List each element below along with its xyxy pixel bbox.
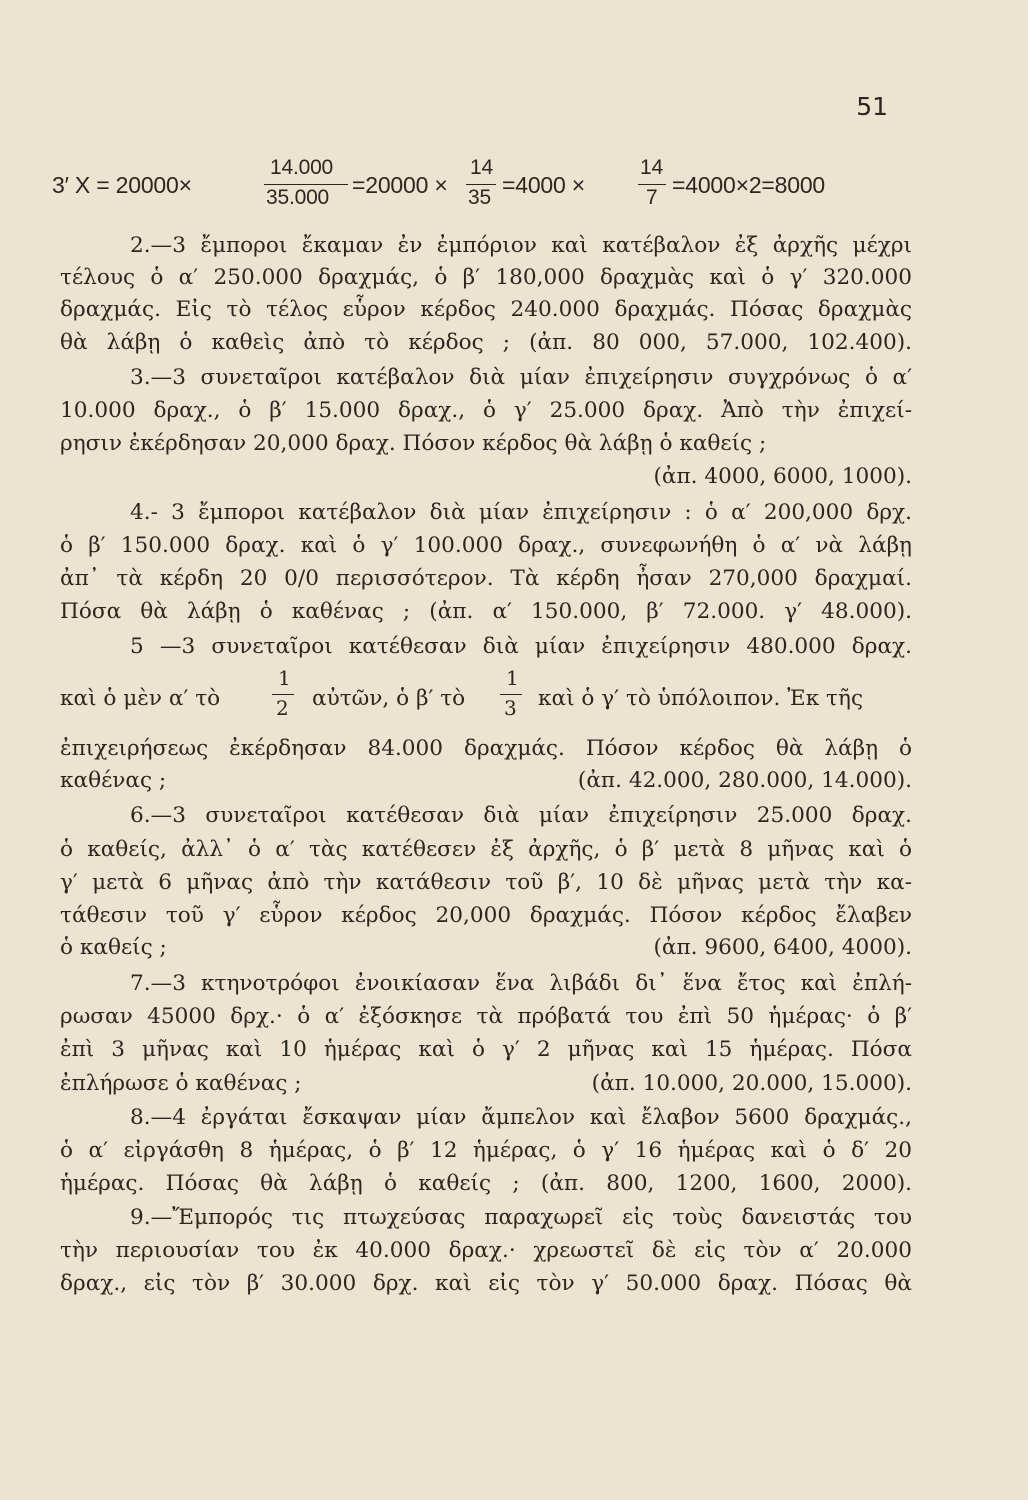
fraction-line-text1: καὶ ὁ μὲν α′ τὸ — [60, 686, 221, 711]
answer-text: (ἀπ. 42.000, 280.000, 14.000). — [577, 768, 912, 793]
page-number: 51 — [856, 92, 888, 121]
formula-mid2: =4000 × — [502, 172, 586, 198]
fraction-line-f1-num: 1 — [278, 666, 291, 690]
formula-frac1-num: 14.000 — [270, 156, 334, 179]
formula-suffix: =4000×2=8000 — [672, 172, 826, 198]
text-line: Πόσα θὰ λάβῃ ὁ καθένας ; (ἀπ. α′ 150.000, β′ 72.000. γ′ 48.000). — [60, 599, 912, 624]
answer-line — [60, 932, 912, 963]
answer-text: (ἀπ. 10.000, 20.000, 15.000). — [591, 1071, 912, 1096]
formula-frac3-den: 7 — [646, 186, 658, 209]
text-line: 2.—3 ἔμποροι ἔκαμαν ἐν ἐμπόριον καὶ κατέβαλον ἐξ ἀρχῆς μέχρι — [130, 233, 912, 258]
fraction-line-text2: αὐτῶν, ὁ β′ τὸ — [312, 686, 466, 711]
text-line: 8.—4 ἐργάται ἔσκαψαν μίαν ἄμπελον καὶ ἔλαβον 5600 δραχμάς., — [130, 1105, 912, 1130]
formula-frac3-bar — [638, 184, 666, 185]
text-line: ἐπιχειρήσεως ἐκέρδησαν 84.000 δραχμάς. Πόσον κέρδος θὰ λάβῃ ὁ — [60, 736, 912, 761]
text-line: ἐπὶ 3 μῆνας καὶ 10 ἡμέρας καὶ ὁ γ′ 2 μῆνας καὶ 15 ἡμέρας. Πόσα — [60, 1037, 912, 1062]
text-line: δραχ., εἰς τὸν β′ 30.000 δρχ. καὶ εἰς τὸν γ′ 50.000 δραχ. Πόσας θὰ — [60, 1271, 912, 1296]
text-line: γ′ μετὰ 6 μῆνας ἀπὸ τὴν κατάθεσιν τοῦ β′, 10 δὲ μῆνας μετὰ τὴν κα- — [60, 870, 912, 895]
formula-mid1: =20000 × — [352, 172, 448, 198]
formula-frac2-bar — [466, 184, 496, 185]
text-line: θὰ λάβῃ ὁ καθεὶς ἀπὸ τὸ κέρδος ; (ἀπ. 80 000, 57.000, 102.400). — [60, 330, 912, 355]
answer-line — [60, 765, 912, 796]
text-line: τάθεσιν τοῦ γ′ εὗρον κέρδος 20,000 δραχμάς. Πόσον κέρδος ἔλαβεν — [60, 903, 912, 928]
fraction-line-text3: καὶ ὁ γ′ τὸ ὑπόλοιπον. Ἐκ τῆς — [538, 686, 864, 711]
fraction-text-line — [60, 664, 912, 724]
text-fragment: καθένας ; — [60, 768, 167, 793]
text-line: τέλους ὁ α′ 250.000 δραχμάς, ὁ β′ 180,000 δραχμὰς καὶ ὁ γ′ 320.000 — [60, 265, 912, 290]
text-line: ρωσαν 45000 δρχ.· ὁ α′ ἐξόσκησε τὰ πρόβατά του ἐπὶ 50 ἡμέρας· ὁ β′ — [60, 1004, 912, 1029]
formula-solution — [52, 150, 942, 210]
text-line: ὁ καθείς, ἀλλ᾽ ὁ α′ τὰς κατέθεσεν ἐξ ἀρχῆς, ὁ β′ μετὰ 8 μῆνας καὶ ὁ — [60, 837, 912, 862]
text-line: δραχμάς. Εἰς τὸ τέλος εὗρον κέρδος 240.000 δραχμάς. Πόσας δραχμὰς — [60, 297, 912, 322]
text-line: 10.000 δραχ., ὁ β′ 15.000 δραχ., ὁ γ′ 25.000 δραχ. Ἀπὸ τὴν ἐπιχεί- — [60, 398, 912, 423]
answer-text: (ἀπ. 9600, 6400, 4000). — [653, 935, 912, 960]
formula-frac1-bar — [264, 184, 348, 185]
fraction-line-f1-den: 2 — [276, 696, 289, 720]
text-fragment: ὁ καθείς ; — [60, 935, 167, 960]
text-line: 7.—3 κτηνοτρόφοι ἐνοικίασαν ἕνα λιβάδι δι᾽ ἕνα ἔτος καὶ ἐπλή- — [130, 971, 912, 996]
answer-line — [60, 461, 912, 492]
text-line: 9.—Ἔμπορός τις πτωχεύσας παραχωρεῖ εἰς τοὺς δανειστάς του — [130, 1205, 912, 1230]
text-line: ρησιν ἐκέρδησαν 20,000 δραχ. Πόσον κέρδος θὰ λάβῃ ὁ καθείς ; — [60, 431, 767, 456]
answer-text: (ἀπ. 4000, 6000, 1000). — [653, 464, 912, 489]
text-line: 3.—3 συνεταῖροι κατέβαλον διὰ μίαν ἐπιχείρησιν συγχρόνως ὁ α′ — [130, 365, 912, 390]
text-line: 4.- 3 ἔμποροι κατέβαλον διὰ μίαν ἐπιχείρησιν : ὁ α′ 200,000 δρχ. — [130, 500, 912, 525]
text-line: τὴν περιουσίαν του ἐκ 40.000 δραχ.· χρεωστεῖ δὲ εἰς τὸν α′ 20.000 — [60, 1238, 912, 1263]
text-line: ὁ α′ εἰργάσθη 8 ἡμέρας, ὁ β′ 12 ἡμέρας, ὁ γ′ 16 ἡμέρας καὶ ὁ δ′ 20 — [60, 1138, 912, 1163]
fraction-line-f2-num: 1 — [506, 666, 519, 690]
fraction-line-f1-bar — [272, 694, 294, 695]
text-line: ἀπ᾽ τὰ κέρδη 20 0/0 περισσότερον. Τὰ κέρδη ἦσαν 270,000 δραχμαί. — [60, 566, 912, 591]
text-line: ὁ β′ 150.000 δραχ. καὶ ὁ γ′ 100.000 δραχ., συνεφωνήθη ὁ α′ νὰ λάβῃ — [60, 533, 912, 558]
text-fragment: ἐπλήρωσε ὁ καθένας ; — [60, 1071, 302, 1096]
formula-prefix: 3′ X = 20000× — [52, 172, 192, 198]
fraction-line-f2-den: 3 — [504, 696, 517, 720]
formula-frac2-num: 14 — [470, 156, 493, 179]
text-line: 5 —3 συνεταῖροι κατέθεσαν διὰ μίαν ἐπιχείρησιν 480.000 δραχ. — [130, 634, 912, 659]
formula-frac3-num: 14 — [640, 156, 663, 179]
fraction-line-f2-bar — [500, 694, 522, 695]
formula-frac2-den: 35 — [468, 186, 491, 209]
text-line: ἡμέρας. Πόσας θὰ λάβῃ ὁ καθείς ; (ἀπ. 800, 1200, 1600, 2000). — [60, 1171, 912, 1196]
answer-line — [60, 1068, 912, 1099]
formula-frac1-den: 35.000 — [266, 186, 330, 209]
text-line: 6.—3 συνεταῖροι κατέθεσαν διὰ μίαν ἐπιχείρησιν 25.000 δραχ. — [130, 803, 912, 828]
